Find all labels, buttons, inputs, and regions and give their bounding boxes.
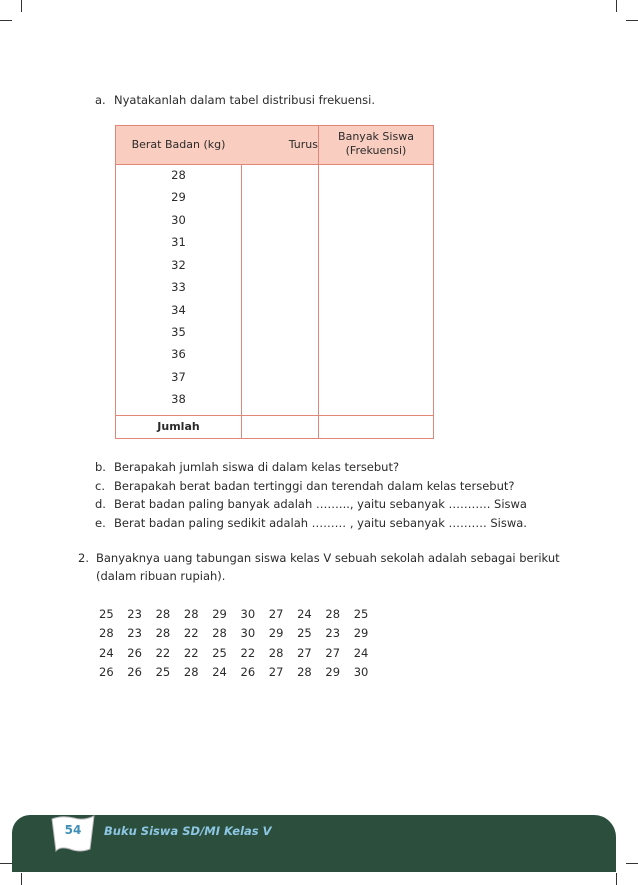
- question-label: d.: [95, 497, 106, 511]
- question-label: e.: [95, 516, 106, 530]
- question-d: [95, 497, 527, 511]
- crop-mark: [21, 873, 22, 885]
- savings-value: 27: [325, 645, 341, 660]
- weight-value: 37: [171, 370, 186, 384]
- savings-value: 28: [212, 626, 227, 641]
- savings-value: 29: [212, 607, 227, 621]
- crop-mark: [0, 20, 12, 21]
- savings-value: 29: [353, 626, 369, 641]
- savings-value: 26: [240, 664, 256, 679]
- savings-value: 22: [183, 645, 199, 660]
- weight-value: 35: [171, 325, 186, 339]
- column-divider: [241, 164, 242, 438]
- question-text: Berapakah berat badan tertinggi dan terendah dalam kelas tersebut?: [114, 479, 515, 493]
- savings-value: 28: [183, 607, 199, 621]
- savings-value: 24: [99, 645, 114, 660]
- savings-value: 24: [297, 607, 312, 621]
- header-weight: Berat Badan (kg): [131, 138, 226, 151]
- crop-mark: [626, 20, 638, 21]
- frequency-table: [115, 125, 434, 439]
- weight-value: 36: [171, 347, 186, 361]
- savings-value: 25: [297, 626, 312, 641]
- book-title: Buku Siswa SD/MI Kelas V: [104, 824, 272, 838]
- total-label: Jumlah: [157, 420, 200, 433]
- header-count-line2: (Frekuensi): [345, 144, 407, 157]
- savings-value: 27: [268, 607, 284, 621]
- problem-2-line1: [78, 551, 560, 565]
- savings-value: 29: [325, 664, 341, 679]
- savings-value: 26: [127, 664, 142, 679]
- crop-mark: [21, 0, 22, 12]
- savings-value: 28: [268, 645, 284, 660]
- weight-value: 38: [171, 392, 186, 406]
- crop-mark: [616, 873, 617, 885]
- question-label: a.: [95, 93, 106, 107]
- problem-number: 2.: [78, 551, 89, 565]
- crop-mark: [626, 863, 638, 864]
- weight-value: 29: [171, 190, 186, 204]
- savings-value: 30: [240, 626, 256, 641]
- weight-value: 32: [171, 258, 186, 272]
- savings-value: 26: [99, 664, 114, 679]
- savings-value: 27: [268, 664, 284, 679]
- savings-value: 28: [99, 626, 114, 641]
- savings-value: 22: [240, 645, 256, 660]
- header-count-line1: Banyak Siswa: [338, 130, 414, 143]
- weight-value: 33: [171, 280, 186, 294]
- column-divider: [318, 126, 319, 438]
- question-c: [95, 479, 515, 493]
- savings-value: 25: [353, 607, 369, 621]
- table-header: [116, 126, 433, 165]
- weight-value: 30: [171, 213, 186, 227]
- question-b: [95, 460, 399, 474]
- savings-value: 23: [127, 626, 142, 641]
- savings-value: 30: [353, 664, 369, 679]
- weight-value: 31: [171, 235, 186, 249]
- savings-value: 28: [155, 626, 171, 641]
- savings-value: 28: [183, 664, 199, 679]
- savings-value: 26: [127, 645, 142, 660]
- question-e: [95, 516, 527, 530]
- savings-value: 28: [325, 607, 341, 621]
- savings-value: 30: [240, 607, 256, 621]
- problem-text: Banyaknya uang tabungan siswa kelas V sebuah sekolah adalah sebagai berikut: [96, 551, 560, 565]
- savings-value: 23: [127, 607, 142, 621]
- savings-value: 28: [155, 607, 171, 621]
- savings-value: 29: [268, 626, 284, 641]
- page-number: 54: [64, 823, 82, 837]
- question-label: c.: [95, 479, 105, 493]
- header-count: [319, 130, 433, 158]
- crop-mark: [0, 863, 12, 864]
- question-text: Nyatakanlah dalam tabel distribusi frekuensi.: [114, 93, 375, 107]
- savings-value: 24: [212, 664, 227, 679]
- savings-value: 23: [325, 626, 341, 641]
- savings-value: 27: [297, 645, 312, 660]
- weight-value: 34: [171, 303, 186, 317]
- question-a: [95, 93, 375, 107]
- savings-value: 28: [297, 664, 312, 679]
- question-label: b.: [95, 460, 106, 474]
- question-text: Berat badan paling banyak adalah ……..., yaitu sebanyak ……….. Siswa: [114, 497, 527, 511]
- savings-value: 22: [155, 645, 171, 660]
- problem-2-line2: (dalam ribuan rupiah).: [96, 569, 226, 583]
- savings-value: 24: [353, 645, 369, 660]
- savings-value: 22: [183, 626, 199, 641]
- question-text: Berapakah jumlah siswa di dalam kelas tersebut?: [114, 460, 400, 474]
- total-row-divider: [116, 415, 433, 416]
- weight-value: 28: [171, 168, 186, 182]
- savings-value: 25: [212, 645, 227, 660]
- header-tally: Turus: [288, 138, 318, 151]
- footer-band: [12, 815, 616, 872]
- savings-value: 25: [155, 664, 171, 679]
- crop-mark: [616, 0, 617, 12]
- question-text: Berat badan paling sedikit adalah ……… , yaitu sebanyak ………. Siswa.: [114, 516, 527, 530]
- savings-value: 25: [99, 607, 114, 621]
